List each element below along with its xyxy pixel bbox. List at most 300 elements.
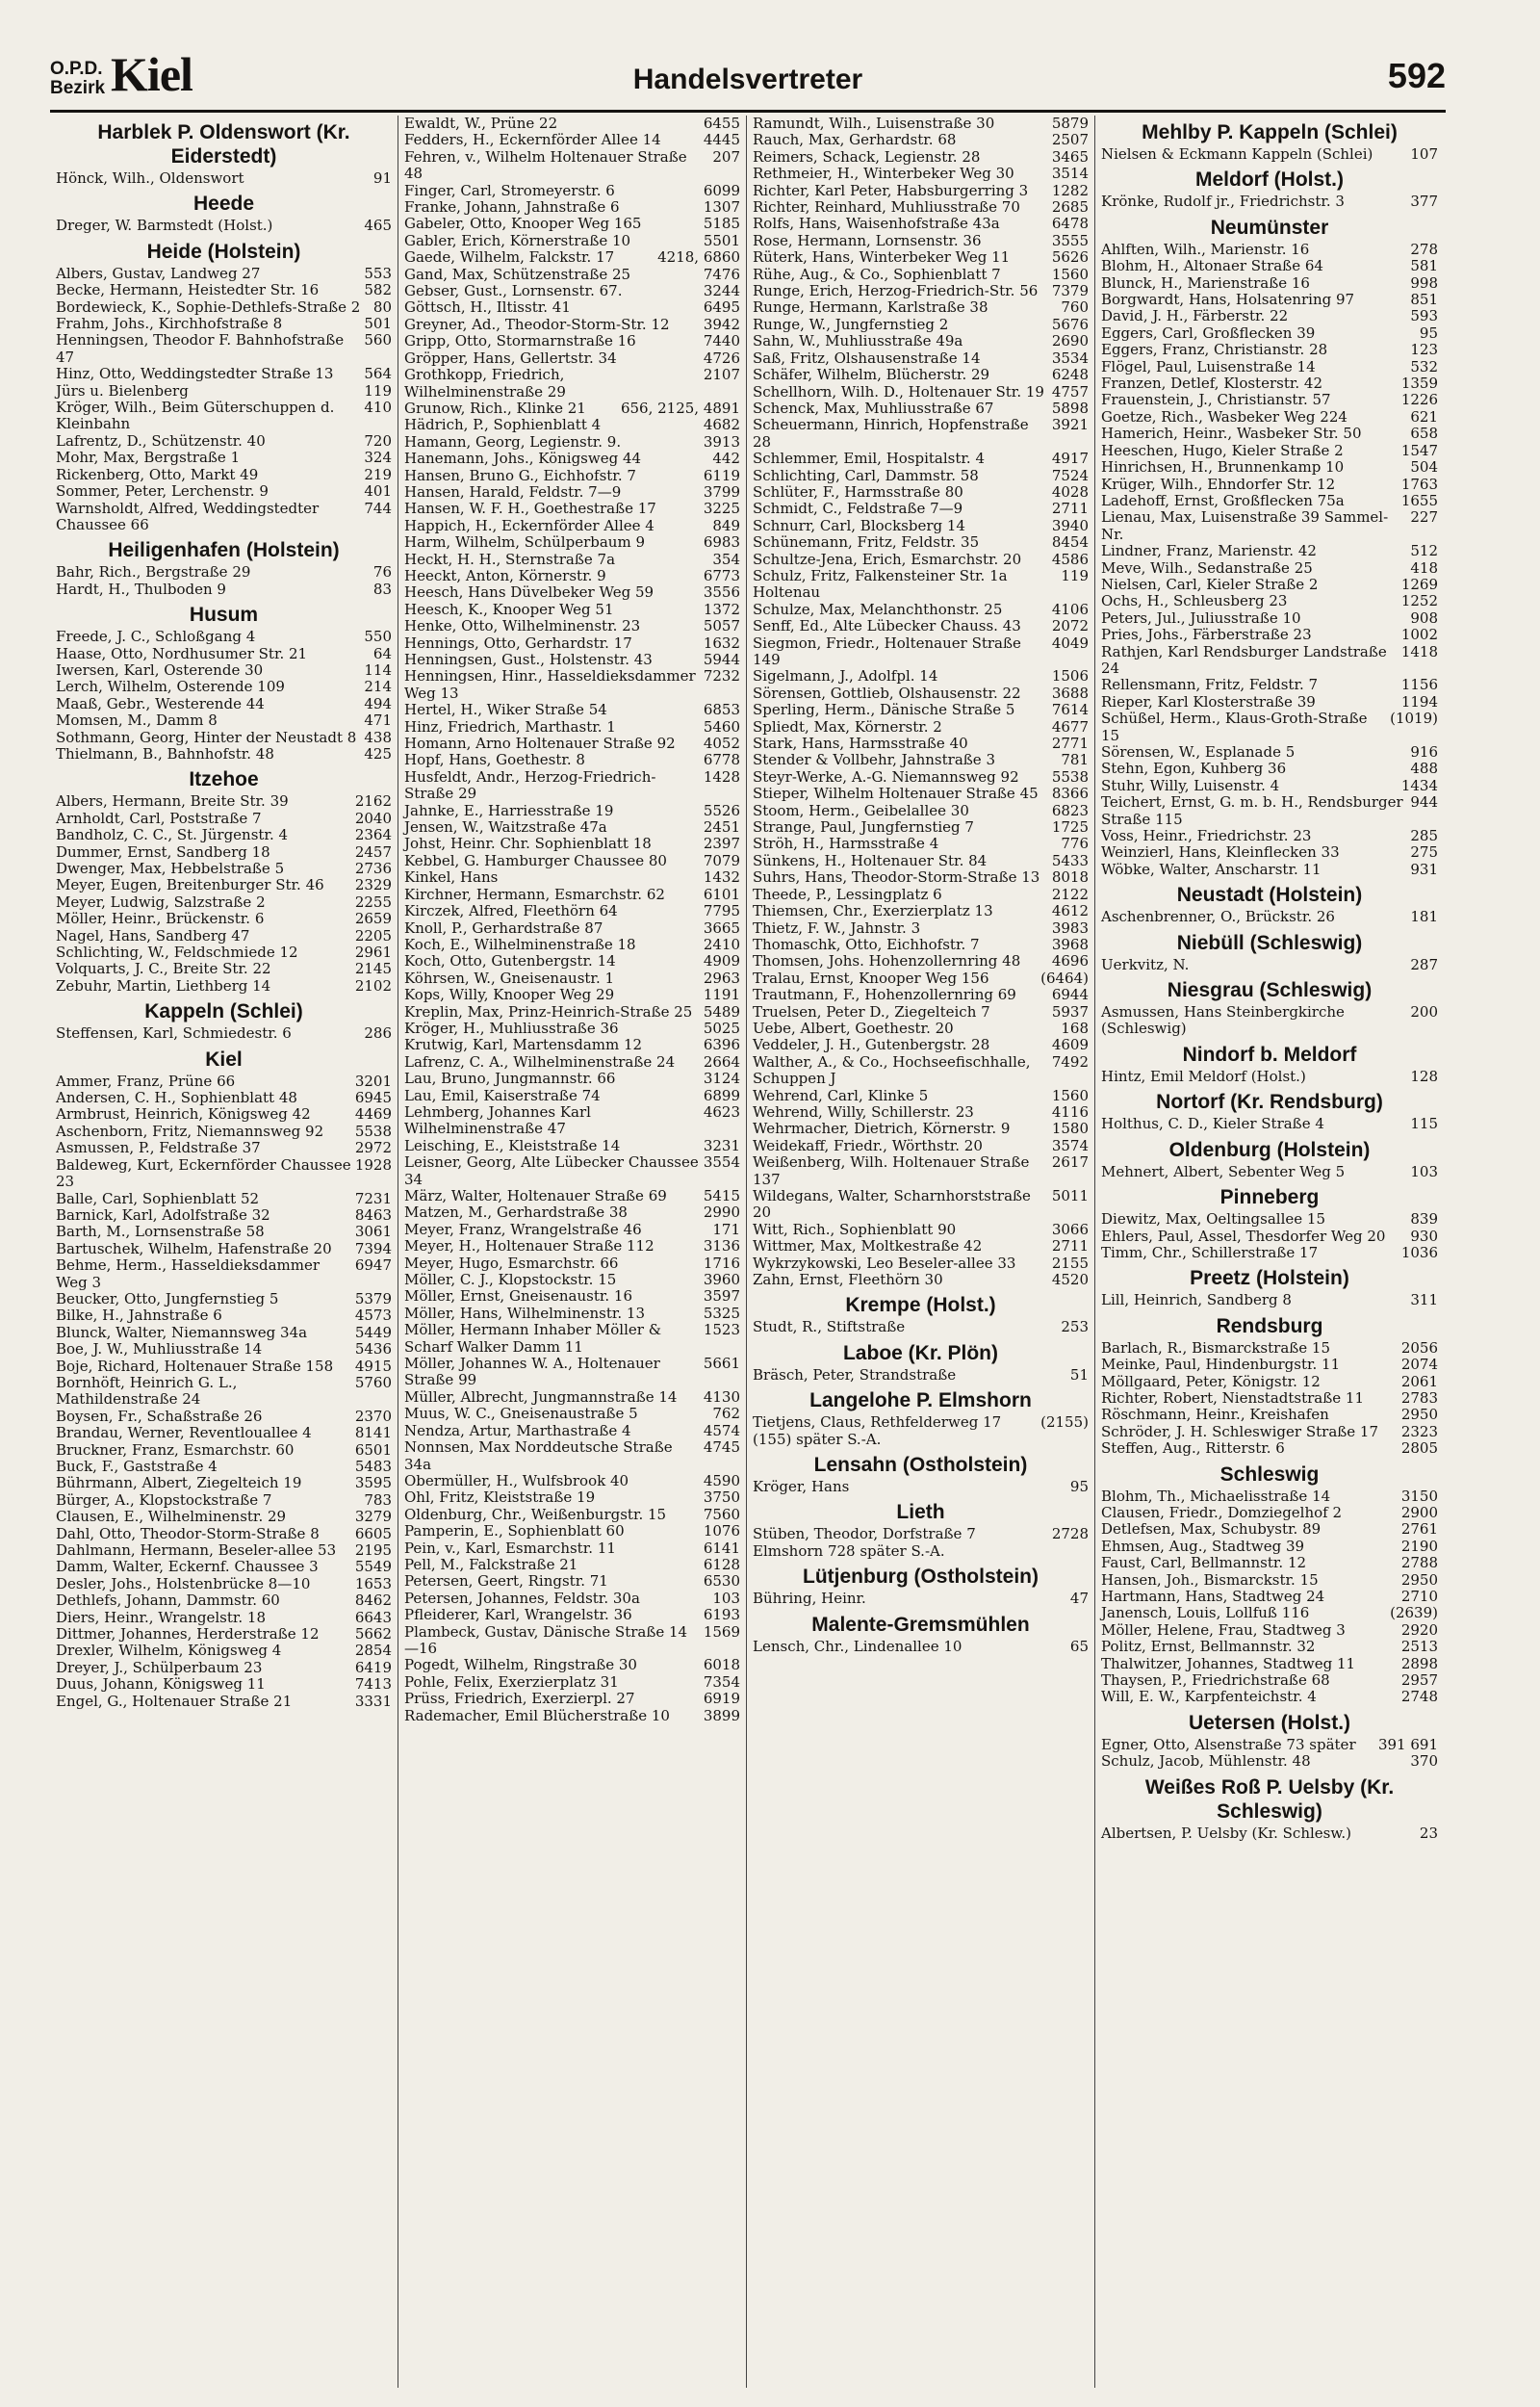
entry-text: Boe, J. W., Muhliusstraße 14: [56, 1340, 263, 1359]
phone-number: 2061: [1400, 1372, 1438, 1390]
entry-text: Pohle, Felix, Exerzierplatz 31: [404, 1672, 619, 1691]
phone-number: 2972: [354, 1139, 392, 1157]
entry-text: Heckt, H. H., Sternstraße 7a: [404, 550, 616, 568]
directory-entry: [404, 283, 740, 299]
directory-entry: [1101, 1656, 1438, 1672]
entry-text: Spliedt, Max, Körnerstr. 2: [753, 717, 942, 736]
directory-entry: [56, 861, 392, 877]
town-heading: Nortorf (Kr. Rendsburg): [1156, 1091, 1383, 1114]
phone-number: 95: [1419, 324, 1438, 342]
entry-text: Iwersen, Karl, Osterende 30: [56, 660, 264, 679]
phone-number: 401: [364, 482, 392, 501]
phone-number: 564: [364, 365, 392, 383]
phone-number: 76: [372, 563, 392, 582]
phone-number: 3799: [703, 482, 740, 501]
entry-text: Senff, Ed., Alte Lübecker Chauss. 43: [753, 617, 1021, 635]
entry-text: Hinz, Otto, Weddingstedter Straße 13: [56, 365, 334, 383]
directory-entry: [1101, 146, 1438, 163]
phone-number: 1655: [1400, 491, 1438, 509]
phone-number: 285: [1410, 827, 1438, 845]
directory-entry: [1101, 292, 1438, 308]
phone-number: 550: [364, 628, 392, 646]
entry-text: Schulze, Max, Melanchthonstr. 25: [753, 600, 1003, 618]
phone-number: 6501: [354, 1440, 392, 1459]
directory-entry: [56, 1140, 392, 1156]
directory-entry: [753, 1238, 1089, 1255]
directory-entry: [753, 987, 1089, 1003]
phone-number: 2711: [1051, 500, 1089, 518]
directory-entry: [1101, 1407, 1438, 1423]
phone-number: 354: [712, 550, 740, 568]
phone-number: 931: [1410, 860, 1438, 878]
directory-entry: [56, 1509, 392, 1525]
directory-entry: [1101, 342, 1438, 358]
phone-number: 512: [1410, 542, 1438, 560]
entry-text: Peters, Jul., Juliusstraße 10: [1101, 608, 1301, 627]
entry-text: Henke, Otto, Wilhelminenstr. 23: [404, 617, 641, 635]
phone-number: 2410: [703, 935, 740, 953]
phone-number: (6464): [1040, 969, 1089, 987]
town-heading: Heide (Holstein): [146, 240, 301, 263]
phone-number: 6530: [703, 1572, 740, 1591]
directory-entry: [56, 646, 392, 662]
column-2: [398, 116, 747, 2388]
phone-number: 3534: [1051, 349, 1089, 367]
phone-number: 2961: [354, 944, 392, 962]
entry-text: Rellensmann, Fritz, Feldstr. 7: [1101, 676, 1319, 694]
entry-text: Stuhr, Willy, Luisenstr. 4: [1101, 776, 1280, 794]
directory-entry: [404, 819, 740, 836]
directory-entry: [753, 736, 1089, 752]
phone-number: 1580: [1051, 1120, 1089, 1138]
phone-number: 3331: [354, 1692, 392, 1710]
town-heading: Krempe (Holst.): [845, 1294, 996, 1317]
phone-number: 4917: [1051, 450, 1089, 468]
directory-entry: [753, 686, 1089, 702]
phone-number: 2736: [354, 860, 392, 877]
town-heading: Lieth: [896, 1501, 945, 1524]
directory-entry: [56, 1291, 392, 1307]
phone-number: 6193: [703, 1606, 740, 1624]
phone-number: 311: [1410, 1291, 1438, 1309]
directory-entry: [753, 1222, 1089, 1238]
phone-number: 2364: [354, 826, 392, 844]
entry-text: Dummer, Ernst, Sandberg 18: [56, 842, 270, 861]
phone-number: 3574: [1051, 1136, 1089, 1154]
entry-text: Hartmann, Hans, Stadtweg 24: [1101, 1588, 1325, 1605]
phone-number: 47: [1069, 1590, 1089, 1608]
town-heading: Pinneberg: [1219, 1186, 1320, 1209]
phone-number: 3921: [1051, 416, 1089, 434]
entry-text: Desler, Johs., Holstenbrücke 8—10: [56, 1574, 311, 1592]
entry-text: Petersen, Johannes, Feldstr. 30a: [404, 1589, 640, 1607]
directory-entry: [56, 400, 392, 433]
page-title: Handelsvertreter: [632, 64, 863, 95]
entry-text: Schlichting, W., Feldschmiede 12: [56, 944, 298, 962]
directory-entry: [1101, 1555, 1438, 1571]
entry-text: Buck, F., Gaststraße 4: [56, 1458, 218, 1475]
phone-number: 4049: [1051, 634, 1089, 652]
directory-entry: [753, 1319, 1089, 1335]
phone-number: 762: [712, 1405, 740, 1423]
entry-text: Schenck, Max, Muhliusstraße 67: [753, 399, 994, 417]
phone-number: 4574: [703, 1421, 740, 1439]
phone-number: 2990: [703, 1204, 740, 1222]
directory-entry: [56, 1559, 392, 1575]
entry-text: Frahm, Johs., Kirchhofstraße 8: [56, 315, 283, 333]
directory-entry: [56, 827, 392, 843]
directory-entry: [753, 216, 1089, 232]
directory-entry: [404, 719, 740, 736]
entry-text: Gripp, Otto, Stormarnstraße 16: [404, 332, 636, 350]
phone-number: 2783: [1400, 1388, 1438, 1407]
directory-entry: [56, 1542, 392, 1559]
entry-text: Schultze-Jena, Erich, Esmarchstr. 20: [753, 550, 1022, 568]
entry-text: Borgwardt, Hans, Holsatenring 97: [1101, 291, 1355, 309]
entry-text: Bührmann, Albert, Ziegelteich 19: [56, 1474, 302, 1492]
phone-number: 593: [1410, 307, 1438, 325]
entry-text: Franzen, Detlef, Klosterstr. 42: [1101, 375, 1322, 393]
directory-entry: [753, 618, 1089, 634]
entry-text: Thietz, F. W., Jahnstr. 3: [753, 919, 921, 937]
entry-text: Ahlften, Wilh., Marienstr. 16: [1101, 240, 1310, 258]
entry-text: Nonnsen, Max Norddeutsche Straße 34a: [404, 1438, 673, 1473]
phone-number: 1506: [1051, 667, 1089, 686]
directory-entry: [753, 468, 1089, 484]
entry-text: Blunck, Walter, Niemannsweg 34a: [56, 1323, 308, 1341]
phone-number: 582: [364, 281, 392, 299]
directory-entry: [753, 451, 1089, 467]
entry-text: Bühring, Heinr.: [753, 1590, 866, 1608]
phone-number: 80: [372, 298, 392, 316]
entry-text: Suhrs, Hans, Theodor-Storm-Straße 13: [753, 868, 1040, 887]
phone-number: (2155): [1040, 1413, 1089, 1432]
directory-entry: [404, 249, 740, 266]
phone-number: 6944: [1051, 986, 1089, 1004]
entry-text: Freede, J. C., Schloßgang 4: [56, 628, 256, 646]
entry-text: Faust, Carl, Bellmannstr. 12: [1101, 1554, 1307, 1572]
directory-entry: [404, 1188, 740, 1204]
phone-number: 6495: [703, 298, 740, 317]
phone-number: 6643: [354, 1608, 392, 1626]
phone-number: 2255: [354, 893, 392, 911]
directory-entry: [56, 1124, 392, 1140]
phone-number: 4726: [703, 349, 740, 367]
phone-number: 4218, 6860: [657, 248, 740, 267]
entry-text: Damm, Walter, Eckernf. Chaussee 3: [56, 1558, 319, 1576]
phone-number: 214: [364, 678, 392, 696]
entry-text: Ramundt, Wilh., Luisenstraße 30: [753, 116, 995, 132]
entry-text: Rüterk, Hans, Winterbeker Weg 11: [753, 248, 1011, 267]
directory-entry: [56, 1694, 392, 1710]
phone-number: 2145: [354, 960, 392, 978]
directory-entry: [404, 401, 740, 417]
phone-number: 6778: [703, 751, 740, 769]
phone-number: (1019): [1390, 710, 1438, 728]
entry-text: Siegmon, Friedr., Holtenauer Straße 149: [753, 634, 1021, 668]
directory-entry: [56, 1191, 392, 1207]
phone-number: 7232: [703, 667, 740, 686]
directory-entry: [1101, 593, 1438, 609]
directory-entry: [753, 769, 1089, 786]
entry-text: Sahn, W., Muhliusstraße 49a: [753, 332, 963, 350]
entry-text: Heeschen, Hugo, Kieler Straße 2: [1101, 441, 1344, 459]
directory-entry: [404, 584, 740, 601]
phone-number: 4445: [703, 131, 740, 149]
town-heading: Rendsburg: [1216, 1314, 1323, 1337]
entry-text: Voss, Heinr., Friedrichstr. 23: [1101, 827, 1312, 845]
entry-text: Hertel, H., Wiker Straße 54: [404, 701, 607, 719]
directory-entry: [56, 1576, 392, 1592]
entry-text: Dreyer, J., Schülperbaum 23: [56, 1658, 263, 1676]
phone-number: 2457: [354, 842, 392, 861]
town-heading: Schleswig: [1219, 1462, 1320, 1486]
directory-entry: [1101, 711, 1438, 744]
directory-entry: [56, 1610, 392, 1626]
phone-number: 471: [364, 712, 392, 730]
phone-number: 278: [1410, 240, 1438, 258]
phone-number: 5325: [703, 1304, 740, 1322]
entry-text: Steyr-Werke, A.-G. Niemannsweg 92: [753, 767, 1019, 786]
directory-entry: [1101, 610, 1438, 627]
page-number: 592: [1387, 56, 1446, 95]
entry-text: Lau, Emil, Kaiserstraße 74: [404, 1086, 601, 1104]
directory-entry: [404, 367, 740, 401]
entry-text: Lill, Heinrich, Sandberg 8: [1101, 1291, 1292, 1309]
phone-number: 7524: [1051, 466, 1089, 484]
entry-text: Lensch, Chr., Lindenallee 10: [753, 1637, 962, 1655]
directory-entry: [404, 853, 740, 869]
phone-number: 3225: [703, 500, 740, 518]
entry-text: Lehmberg, Johannes Karl Wilhelminenstraße 47: [404, 1102, 591, 1138]
phone-number: 8366: [1051, 785, 1089, 803]
phone-number: 1252: [1400, 592, 1438, 610]
phone-number: 114: [364, 660, 392, 679]
phone-number: 5185: [703, 215, 740, 233]
phone-number: 1076: [703, 1522, 740, 1540]
entry-text: Aschenborn, Fritz, Niemannsweg 92: [56, 1122, 324, 1140]
entry-text: Ehmsen, Aug., Stadtweg 39: [1101, 1537, 1305, 1555]
phone-number: 83: [372, 580, 392, 598]
directory-entry: [1101, 1340, 1438, 1357]
entry-text: Rademacher, Emil Blücherstraße 10: [404, 1706, 670, 1724]
phone-number: 442: [712, 450, 740, 468]
entry-text: Schünemann, Fritz, Feldstr. 35: [753, 533, 980, 552]
directory-entry: [404, 468, 740, 484]
phone-number: 23: [1419, 1824, 1438, 1842]
directory-entry: [753, 1004, 1089, 1021]
directory-entry: [404, 1138, 740, 1154]
phone-number: 5057: [703, 617, 740, 635]
directory-entry: [753, 1037, 1089, 1053]
phone-number: 2451: [703, 818, 740, 837]
directory-entry: [753, 384, 1089, 401]
directory-entry: [56, 629, 392, 645]
entry-text: Aschenbrenner, O., Brückstr. 26: [1101, 908, 1335, 926]
phone-number: 6128: [703, 1555, 740, 1573]
phone-number: 3688: [1051, 684, 1089, 702]
entry-text: Clausen, Friedr., Domziegelhof 2: [1101, 1503, 1343, 1521]
phone-number: 720: [364, 431, 392, 450]
entry-text: Behme, Herm., Hasseldieksdammer Weg 3: [56, 1256, 321, 1291]
directory-entry: [753, 1367, 1089, 1384]
phone-number: 2854: [354, 1642, 392, 1660]
entry-text: Stender & Vollbehr, Jahnstraße 3: [753, 751, 995, 769]
phone-number: 7476: [703, 265, 740, 283]
phone-number: 5460: [703, 717, 740, 736]
directory-entry: [404, 887, 740, 903]
entry-text: Heesch, K., Knooper Weg 51: [404, 600, 614, 618]
directory-entry: [1101, 1488, 1438, 1505]
directory-entry: [753, 1639, 1089, 1655]
directory-entry: [56, 877, 392, 893]
phone-number: 107: [1410, 145, 1438, 163]
directory-entry: [753, 668, 1089, 685]
town-heading: Laboe (Kr. Plön): [842, 1341, 998, 1364]
directory-entry: [753, 484, 1089, 501]
directory-entry: [753, 1479, 1089, 1495]
directory-entry: [404, 736, 740, 752]
entry-text: Stieper, Wilhelm Holtenauer Straße 45: [753, 785, 1039, 803]
entry-text: Meve, Wilh., Sedanstraße 25: [1101, 558, 1313, 577]
directory-entry: [56, 1359, 392, 1375]
phone-number: 2513: [1400, 1638, 1438, 1656]
phone-number: 1269: [1400, 575, 1438, 593]
phone-number: 6396: [703, 1036, 740, 1054]
entry-text: Meyer, Hugo, Esmarchstr. 66: [404, 1254, 619, 1272]
phone-number: 128: [1410, 1067, 1438, 1085]
phone-number: 2072: [1051, 617, 1089, 635]
directory-entry: [404, 317, 740, 333]
phone-number: 6248: [1051, 366, 1089, 384]
phone-number: 119: [364, 381, 392, 400]
entry-text: Plambeck, Gustav, Dänische Straße 14—16: [404, 1622, 688, 1657]
entry-text: Wehrmacher, Dietrich, Körnerstr. 9: [753, 1120, 1011, 1138]
directory-entry: [404, 1356, 740, 1389]
entry-text: Baldeweg, Kurt, Eckernförder Chaussee 23: [56, 1155, 351, 1191]
town-heading: Weißes Roß P. Uelsby (Kr. Schleswig): [1144, 1775, 1395, 1823]
directory-entry: [1101, 493, 1438, 509]
directory-entry: [56, 978, 392, 995]
entry-text: Matzen, M., Gerhardstraße 38: [404, 1204, 628, 1222]
entry-text: Diewitz, Max, Oeltingsallee 15: [1101, 1210, 1326, 1229]
phone-number: 4623: [703, 1102, 740, 1121]
directory-entry: [56, 483, 392, 500]
town-heading: Itzehoe: [189, 768, 259, 791]
entry-text: Egner, Otto, Alsenstraße 73 später: [1101, 1735, 1356, 1753]
phone-number: 3514: [1051, 165, 1089, 183]
directory-entry: [404, 534, 740, 551]
directory-entry: [753, 233, 1089, 249]
directory-entry: [404, 920, 740, 937]
directory-entry: [753, 1255, 1089, 1272]
phone-number: 168: [1061, 1019, 1089, 1037]
directory-entry: [56, 332, 392, 366]
entry-text: Duus, Johann, Königsweg 11: [56, 1675, 266, 1694]
phone-number: 1156: [1400, 676, 1438, 694]
directory-entry: [56, 911, 392, 927]
directory-entry: [404, 668, 740, 702]
directory-entry: [56, 811, 392, 827]
directory-entry: [404, 1004, 740, 1021]
directory-entry: [404, 602, 740, 618]
phone-number: 7492: [1051, 1052, 1089, 1071]
phone-number: 6773: [703, 566, 740, 584]
entry-text: Hansen, Harald, Feldstr. 7—9: [404, 482, 622, 501]
phone-number: 2788: [1400, 1554, 1438, 1572]
phone-number: 2102: [354, 976, 392, 995]
phone-number: 3960: [703, 1271, 740, 1289]
entry-text: Lienau, Max, Luisenstraße 39 Sammel-Nr.: [1101, 508, 1389, 543]
district-city: Kiel: [111, 47, 192, 101]
directory-entry: [404, 183, 740, 199]
phone-number: 7440: [703, 332, 740, 350]
directory-entry: [56, 383, 392, 400]
phone-number: 2963: [703, 969, 740, 987]
directory-entry: [56, 1592, 392, 1609]
entry-text: Bräsch, Peter, Strandstraße: [753, 1365, 957, 1384]
directory-entry: [56, 170, 392, 187]
directory-entry: [56, 730, 392, 746]
phone-number: 1560: [1051, 1086, 1089, 1104]
phone-number: 6099: [703, 181, 740, 199]
column-3: [747, 116, 1095, 2388]
entry-text: Sünkens, H., Holtenauer Str. 84: [753, 851, 988, 869]
directory-entry: [404, 1306, 740, 1322]
entry-text: Lindner, Franz, Marienstr. 42: [1101, 542, 1317, 560]
phone-number: 6945: [354, 1089, 392, 1107]
entry-text: Heesch, Hans Düvelbeker Weg 59: [404, 583, 654, 602]
entry-text: Hopf, Hans, Goethestr. 8: [404, 751, 585, 769]
entry-text: Asmussen, P., Feldstraße 37: [56, 1139, 261, 1157]
directory-entry: [753, 1414, 1089, 1448]
entry-text: Möllgaard, Peter, Königstr. 12: [1101, 1372, 1321, 1390]
entry-text: Rühe, Aug., & Co., Sophienblatt 7: [753, 265, 1001, 283]
town-heading: Heede: [192, 193, 255, 216]
entry-text: Kinkel, Hans: [404, 868, 499, 887]
entry-text: Wehrend, Carl, Klinke 5: [753, 1086, 929, 1104]
directory-entry: [56, 1459, 392, 1475]
directory-entry: [56, 1325, 392, 1341]
entry-text: Knoll, P., Gerhardstraße 87: [404, 919, 603, 937]
directory-entry: [404, 1088, 740, 1104]
phone-number: 3595: [354, 1474, 392, 1492]
entry-text: Rolfs, Hans, Waisenhofstraße 43a: [753, 215, 1000, 233]
directory-entry: [753, 183, 1089, 199]
entry-text: Runge, Hermann, Karlstraße 38: [753, 298, 988, 317]
entry-text: Möller, Ernst, Gneisenaustr. 16: [404, 1287, 632, 1306]
phone-number: 2690: [1051, 332, 1089, 350]
phone-number: 6141: [703, 1539, 740, 1557]
phone-number: 5501: [703, 231, 740, 249]
phone-number: 1036: [1400, 1243, 1438, 1261]
entry-text: Zebuhr, Martin, Liethberg 14: [56, 976, 271, 995]
entry-text: Saß, Fritz, Olshausenstraße 14: [753, 349, 981, 367]
phone-number: 1653: [354, 1574, 392, 1592]
directory-entry: [1101, 1229, 1438, 1245]
entry-text: Thomsen, Johs. Hohenzollernring 48: [753, 952, 1021, 971]
phone-number: 115: [1410, 1115, 1438, 1133]
directory-columns: [50, 116, 1446, 2388]
entry-text: Balle, Carl, Sophienblatt 52: [56, 1189, 260, 1207]
entry-text: Dahlmann, Hermann, Beseler-allee 53: [56, 1541, 337, 1560]
phone-number: 1432: [703, 868, 740, 887]
entry-text: Gaede, Wilhelm, Falckstr. 17: [404, 248, 615, 267]
directory-entry: [753, 417, 1089, 451]
town-heading: Kiel: [205, 1048, 243, 1071]
entry-text: Barlach, R., Bismarckstraße 15: [1101, 1338, 1331, 1357]
entry-text: Momsen, M., Damm 8: [56, 712, 218, 730]
